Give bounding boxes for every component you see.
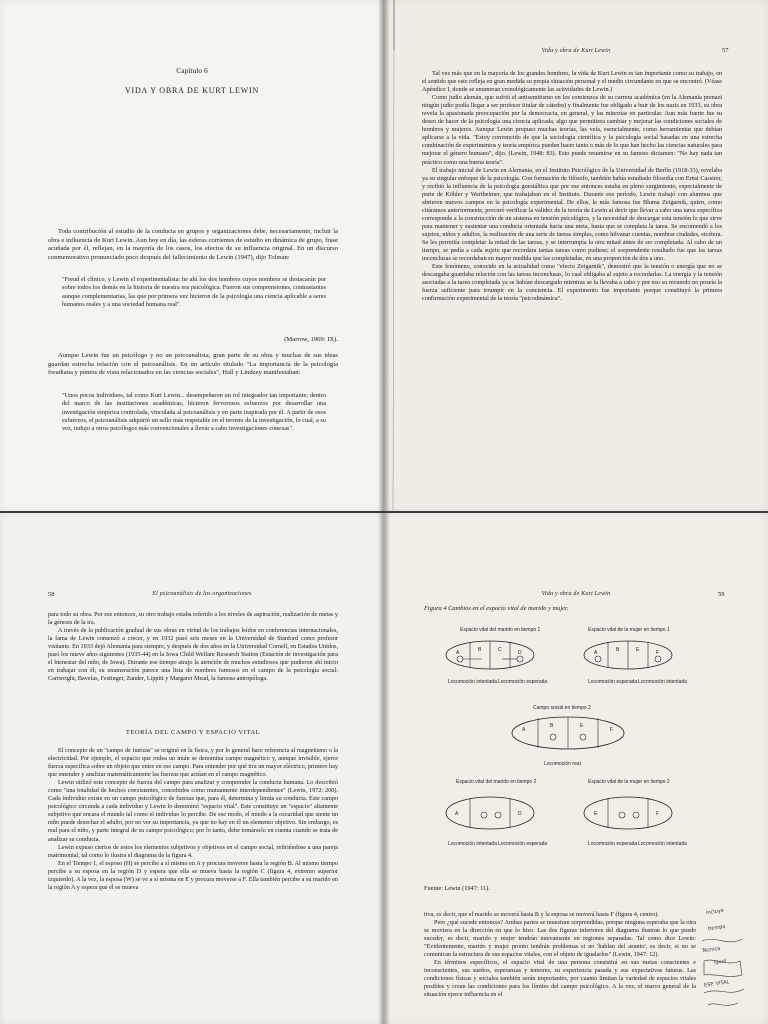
- margin-note: igual: [713, 958, 727, 966]
- label-loc-intended-wife: [638, 679, 687, 685]
- svg-text:B: B: [550, 723, 554, 729]
- quote-tolman: "Freud el clínico, y Lewin el experimentalista: he ahí los dos hombres cuyos nombres se destacarán por sobre todos los demás en la historia de nuestra era psicológica. Fueron sus comprensiones, contrastantes aunque complementarias, las que por primera vez hicieron de la psicología una ciencia aplicable a seres humanos reales y a una sociedad humana real".: [62, 276, 326, 308]
- label-loc-intended-t2: [448, 841, 497, 847]
- page-59: [384, 513, 768, 1024]
- figure-caption: Figura 4 Cambios en el espacio vital de marido y mujer.: [424, 605, 569, 612]
- paragraph: Lewin expuso ciertos de estos los elementos subjetivos y objetivos en el campo social, refiriéndose a una pareja matrimonial, tal como lo ilustra el diagrama de la figura 4.: [48, 843, 338, 859]
- svg-text:A: A: [455, 811, 459, 817]
- label-loc-real: [544, 761, 581, 767]
- paragraph: tiva, es decir, que el marido se moverá hasta B y la esposa se moverá hasta F (figura 4, centro).: [424, 911, 659, 918]
- svg-text:A: A: [522, 727, 526, 733]
- chapter-title: VIDA Y OBRA DE KURT LEWIN: [124, 86, 260, 95]
- intro-text: Toda contribución al estudio de la conducta en grupos y organizaciones debe, necesariamente, incluir la obra e influencia de Kurt Lewin. Aun hoy en día, las esferas corrientes de estudio en dinámica de grupo, frase acuñada por él, reflejan, en la mayoría de los casos, los efectos de su influencia original. En un discurso conmemorativo pronunciado poco después del fallecimiento de Lewin (1947), dijo Tolman:: [48, 228, 338, 261]
- paragraph: Lewin utilizó este concepto de fuerza del campo para analizar y comprender la conducta humana. Lo describió como "una totalidad de hechos coexistentes, concebidos como mutuamente interdependientes" (Lewin, 1972: 200). Cada individuo existe en un campo psicológico de fuerzas que, para él, determina y limita su conducta. Este campo psicológico circunda a cada individuo y Lewin lo denominó "espacio vital". Este constituye un "espacio" altamente subjetivo que encara el mundo tal como el individuo lo percibe. De ese modo, el miedo a la oscuridad que siente un niño puede desechar el adulto, por no ver su importancia, ya que no hay en él un elemento objetivo. Sin embargo, es real para el niño, y parte integral de su campo psicológico; por lo tanto, debe tomárselo en cuenta cuando se trata de analizar su conducta.: [48, 779, 338, 843]
- running-head: El psicoanálisis de las organizaciones: [152, 591, 252, 597]
- svg-text:E: E: [636, 647, 640, 653]
- svg-text:B: B: [478, 647, 482, 653]
- svg-text:E: E: [580, 723, 584, 729]
- paragraph: Pero ¿qué sucede entonces? Ambas partes se muestran sorprendidas, porque ninguna esperaba que la otra se moviera en la dirección en que lo hizo. Las dos figuras inferiores del diagrama ilustran lo que puede suceder, es decir, marido y mujer tendrán nuevamente en regiones separadas. Tal como dice Lewin: "Evidentemente, marido y mujer pronto tendrán problemas si no 'hablan del asunto', es decir, si no se comunican la estructura de sus espacios vitales, con el objeto de igualarlos" (Lewin, 1947: 12).: [424, 919, 696, 959]
- label-group-t2-text: Campo social en tiempo 2: [533, 705, 591, 711]
- paragraph-aunque-text: Aunque Lewin fue un psicólogo y no un psicoanalista, gran parte de su obra y muchas de sus ideas guardan estrecha relación con el psicoanálisis. En un artículo titulado "La importancia de la psicología freudiana y puntos de vista relacionados en las ciencias sociales", Hall y Lindzey manifestaban:: [48, 352, 338, 377]
- paragraph: Tal vez más que en la mayoría de los grandes hombres, la vida de Kurt Lewin es tan importante como su trabajo, en el sentido que este refleja en gran medida su propia situación personal y el medio circundante en que se encontró. (Véase Apéndice I, donde se enumeran cronológicamente las actividades de Lewin.): [422, 70, 722, 94]
- margin-note: incluye: [705, 907, 725, 917]
- body-text-top: [48, 611, 338, 683]
- label-loc-expected-text: Locomoción esperada: [498, 679, 548, 685]
- paragraph: En términos específicos, el espacio vital de una persona consistirá en sus metas conscientes e inconscientes, sus sueños, esperanzas y temores, su experiencia pasada y sus expectativas futuras. Las condiciones físicas y sociales también serán importantes, por cuanto limitan la variedad de espacios vitales posibles y crean las condiciones para los límites del campo psicológico. A la vez, el marco general de la situación ejerce influencia en el: [424, 959, 696, 999]
- label-loc-expected-wife-t2: [588, 841, 637, 847]
- page-58: [0, 513, 384, 1024]
- svg-text:F: F: [610, 727, 614, 733]
- page-crease-mark: [384, 0, 404, 511]
- citation-marrow: (Marrow, 1969: IX).: [284, 336, 338, 343]
- running-head: Vida y obra de Kurt Lewin: [541, 591, 611, 597]
- svg-text:C: C: [498, 647, 502, 653]
- svg-text:A: A: [594, 650, 598, 656]
- margin-note: ESP. VITAL: [703, 979, 730, 989]
- label-husband-t1: [460, 627, 541, 633]
- running-head: Vida y obra de Kurt Lewin: [541, 48, 611, 54]
- margin-scribble-drawing: [698, 917, 748, 1017]
- svg-text:E: E: [594, 811, 598, 817]
- label-husband-t2: [456, 779, 537, 785]
- label-loc-intended-wife-t2: [638, 841, 687, 847]
- svg-text:F: F: [656, 811, 660, 817]
- label-loc-expected-t2-text: Locomoción esperada: [498, 841, 548, 847]
- label-wife-t1: [588, 627, 670, 633]
- paragraph: Este fenómeno, conocido en la actualidad como "efecto Zeigarnik", demostró que la tensión o energía que no se descargaba guardaba relación con las tareas inconclusas, lo cual obligaba al sujeto a recordarlas. La energía y la tensión asociadas a la tarea completada ya se habían descargado mientras se la llevaba a cabo y por eso su recuerdo no poseía la fuerza suficiente para irrumpir en la conciencia. El experimento fue importante porque constituyó la primera confirmación experimental de la teoría "psicodinámica".: [422, 263, 722, 303]
- paragraph: En el Tiempo 1, el esposo (H) se percibe a sí mismo en A y procura moverse hasta la región B. Al mismo tiempo percibe a su esposa en la región D y espera que ella se mueva hasta la región C (figura 4, extremo superior izquierdo). A la vez, la esposa (W) se ve a sí misma en E y procura moverse a F. Ella también percibe a su marido en la región A y espera que él se mueva: [48, 859, 338, 891]
- label-loc-intended-text: Locomoción intentada: [448, 679, 497, 685]
- label-loc-intended-t2-text: Locomoción intentada: [448, 841, 497, 847]
- margin-note: tiempo: [707, 923, 726, 933]
- label-wife-t2-text: Espacio vital de la mujer en tiempo 2: [588, 779, 670, 785]
- label-loc-expected-wife-t2-text: Locomoción esperada: [588, 841, 638, 847]
- label-loc-intended: [448, 679, 497, 685]
- quote-hall-lindzey: "Unos pocos individuos, tal como Kurt Lewin... desempeñaron un rol integrador tan importante; dentro del marco de las instituciones académicas, hicieron fervorosos esfuerzos por desarrollar una investigación empírica controlada, vinculada al psicoanálisis y en parte inspirada por él. A partir de esos esfuerzos, el psicoanálisis adquirió un sello más respetable en el terreno de la investigación, lo cual, a su vez, indujo a otros psicólogos más convencionales a llevar a cabo investigaciones conexas".: [62, 392, 326, 433]
- label-husband-t2-text: Espacio vital del marido en tiempo 2: [456, 779, 537, 785]
- page-number: 58: [48, 591, 55, 598]
- label-group-t2: [533, 705, 591, 711]
- page-57: [384, 0, 768, 511]
- svg-text:D: D: [518, 650, 522, 656]
- body-text-bottom: [48, 747, 338, 892]
- label-wife-t2: [588, 779, 670, 785]
- svg-text:F: F: [656, 650, 660, 656]
- svg-text:B: B: [616, 647, 620, 653]
- chapter-label: Capítulo 6: [176, 66, 208, 75]
- svg-text:D: D: [518, 811, 522, 817]
- paragraph: El trabajo inicial de Lewin en Alemania, en el Instituto Psicológico de la Universidad de Berlín (1918-33), revelaba ya su singular enfoque de la psicología. Con formación de filósofo, también había estudiado filosofía con Ernst Cassirer, y recibió la influencia de la psicología guestáltica que por ese entonces estaba en pleno surgimiento, especialmente de parte de Köhler y Wertheimer, que trabajaban en el Instituto. Durante ese período, Lewin trabajó con alumnos que abrieron nuevos campos en la psicología experimental. De ellos, la más famosa fue Bluma Zeigarnik, quien, como citáramos anteriormente, procuró verificar la validez de la teoría de Lewin al decir que llevar a cabo una tarea específica corresponde a la construcción de un sistema en tensión psicológica, y la necesidad de descargar esta tensión lo que sirve para mantener y sustentar una conducta orientada hacia una meta, hasta que se completa la tarea. Se encomendó a los sujetos, niños y adultos, la realización de una serie de tareas simples, como hilvanar cuentas, nombrar ciudades, etcétera. Se les permitía completar la mitad de las tareas, y se interrumpía la otra mitad antes de ser completada. Al cabo de un tiempo, se pedía a cada sujeto que recordara tantas tareas como pudiese; el sorprendente resultado fue que las tareas inconclusas se recordaban en mayor medida que las completadas, en una proporción de dos a uno.: [422, 166, 722, 263]
- label-loc-real-text: Locomoción real: [544, 761, 581, 767]
- intro-paragraph: [48, 228, 338, 262]
- margin-note: Técnica: [701, 945, 721, 955]
- paragraph: para todo su obra. Por ese entonces, su otro trabajo estaba referido a los niveles de aspiración, realización de metas y la génesis de la ira.: [48, 611, 338, 627]
- label-husband-t1-text: Espacio vital del marido en tiempo 1: [460, 627, 541, 633]
- paragraph: A través de la publicación gradual de sus obras en virtud de los trabajos leídos en conferencias internacionales, la fama de Lewin comenzó a crecer, y en 1932 pasó seis meses en la Universidad de Stanford como profesor visitante. En 1933 dejó Alemania para siempre, y después de dos años en la Universidad Cornell, en Estados Unidos, pasó los nueve años siguientes (1935-44) en la Iowa Child Welfare Research Station (Estación de investigación para el bienestar del niño, de Iowa). Durante ese tiempo atrajo la atención de muchos estudiosos que pudieron ahí inicio en trabajar con él; su enumeración parece una lista de nombres famosos en el campo de la psicología social: Cartwright, Bavelas, Festinger, Zander, Lippitt y Margaret Mead, la famosa antropóloga.: [48, 627, 338, 683]
- label-loc-expected-t2: [498, 841, 547, 847]
- figure-source: Fuente: Lewin (1947: 11).: [424, 885, 490, 892]
- paragraph: El concepto de un "campo de fuerzas" se originó en la física, y por lo general hace referencia al magnetismo o la electricidad. Por ejemplo, el espacio que rodea un imán se denomina campo magnético y, aunque invisible, ejerce fuerza específica sobre un objeto que entre en ese campo. Para entender por qué tira un mayor eléctrico, primero hay que entender y analizar matemáticamente las fuerzas que actúan en el campo magnético.: [48, 747, 338, 779]
- label-wife-t1-text: Espacio vital de la mujer en tiempo 1: [588, 627, 670, 633]
- body-text: [422, 70, 722, 303]
- page-gutter-shadow: [384, 513, 390, 1024]
- label-loc-intended-wife-text: Locomoción intentada: [638, 679, 687, 685]
- body-text: [424, 911, 696, 1000]
- life-space-diagram: [438, 623, 708, 885]
- section-heading: TEORÍA DEL CAMPO Y ESPACIO VITAL: [125, 729, 261, 736]
- paragraph-aunque: [48, 352, 338, 378]
- page-number: 59: [718, 591, 725, 598]
- label-loc-expected-wife-text: Locomoción esperada: [588, 679, 638, 685]
- label-loc-intended-wife-t2-text: Locomoción intentada: [638, 841, 687, 847]
- page-number: 57: [722, 47, 729, 54]
- page-chapter-6: [0, 0, 384, 511]
- label-loc-expected-wife: [588, 679, 637, 685]
- paragraph: Como judío alemán, que sufrió el antisemitismo en los comienzos de su carrera académica (en la Alemania prenazi ningún judío podía llegar a ser profesor titular de cátedra) y finalmente fue obligado a huir de los nazis en 1933, su obra revela la apasionada preocupación por la democracia, en general, y las minorías en particular. Aun más fuerte fue su deseo de hacer de la psicología una ciencia aplicada, algo que permitiera cambiar y mejorar las condiciones sociales de hombres y mujeres. Aunque Lewin propuso muchas teorías, las veía, esencialmente, como herramientas que debían aplicarse a la vida. "Estoy convencido de que la sociología científica y la psicología social basadas en una estrecha combinación de experimentos y teoría empírica pueden hacer tanto o más de lo que han hecho las ciencias naturales para mejorar el género humano", dijo. (Lewin, 1948: 83). Esto puede resumirse en su famoso dictamen: "No hay nada tan práctico como una buena teoría".: [422, 94, 722, 166]
- svg-text:A: A: [456, 650, 460, 656]
- label-loc-expected: [498, 679, 547, 685]
